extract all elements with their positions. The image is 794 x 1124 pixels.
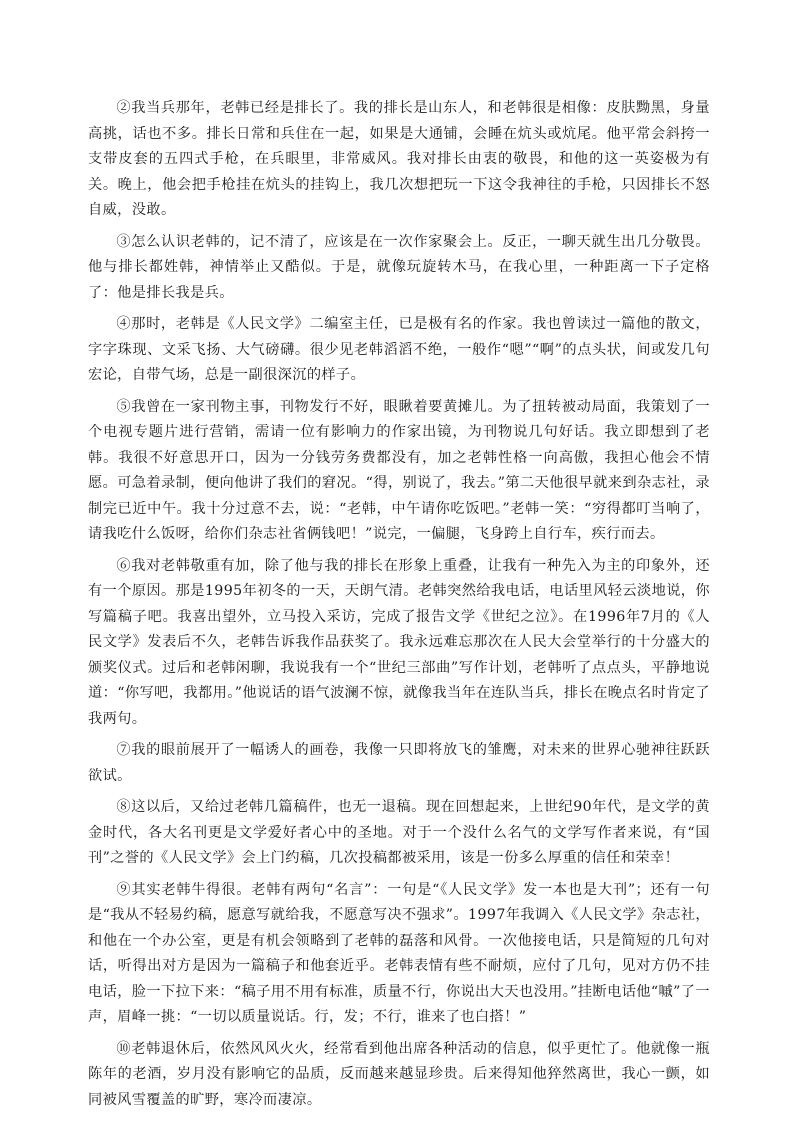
document-body bbox=[88, 96, 710, 1119]
paragraph-6: ⑥我对老韩敬重有加，除了他与我的排长在形象上重叠，让我有一种先入为主的印象外，还有一个原因。那是1995年初冬的一天，天朗气清。老韩突然给我电话，电话里风轻云淡地说，你写篇稿子吧。我喜出望外，立马投入采访，完成了报告文学《世纪之泣》。在1996年7月的《人民文学》发表后不久，老韩告诉我作品获奖了。我永远难忘那次在人民大会堂举行的十分盛大的颁奖仪式。过后和老韩闲聊，我说我有一个“世纪三部曲”写作计划，老韩听了点点头，平静地说道：“你写吧，我都用。”他说话的语气波澜不惊，就像我当年在连队当兵，排长在晚点名时肯定了我两句。 bbox=[88, 557, 710, 727]
paragraph-8: ⑧这以后，又给过老韩几篇稿件，也无一退稿。现在回想起来，上世纪90年代，是文学的黄金时代，各大名刊更是文学爱好者心中的圣地。对于一个没什么名气的文学写作者来说，有“国刊”之誉的《人民文学》会上门约稿，几次投稿都被采用，该是一份多么厚重的信任和荣幸！ bbox=[88, 799, 710, 866]
paragraph-7: ⑦我的眼前展开了一幅诱人的画卷，我像一只即将放飞的雏鹰，对未来的世界心驰神往跃跃欲试。 bbox=[88, 742, 710, 784]
paragraph-3: ③怎么认识老韩的，记不清了，应该是在一次作家聚会上。反正，一聊天就生出几分敬畏。他与排长都姓韩，神情举止又酷似。于是，就像玩旋转木马，在我心里，一种距离一下子定格了：他是排长我是兵。 bbox=[88, 233, 710, 301]
paragraph-2: ②我当兵那年，老韩已经是排长了。我的排长是山东人，和老韩很是相像：皮肤黝黑，身量高挑，话也不多。排长日常和兵住在一起，如果是大通铺，会睡在炕头或炕尾。他平常会斜挎一支带皮套的五四式手枪，在兵眼里，非常威风。我对排长由衷的敬畏，和他的这一英姿极为有关。晚上，他会把手枪挂在炕头的挂钩上，我几次想把玩一下这令我神往的手枪，只因排长不怒自威，没敢。 bbox=[88, 100, 710, 218]
paragraph-9: ⑨其实老韩牛得很。老韩有两句“名言”：一句是“《人民文学》发一本也是大刊”；还有一句是“我从不轻易约稿，愿意写就给我，不愿意写决不强求”。1997年我调入《人民文学》杂志社，和他在一个办公室，更是有机会领略到了老韩的磊落和风骨。一次他接电话，只是简短的几句对话，听得出对方是因为一篇稿子和他套近乎。老韩表情有些不耐烦，应付了几句，见对方仍不挂电话，脸一下拉下来：“稿子用不用有标准，质量不行，你说出大天也没用。”挂断电话他“嘁”了一声，眉峰一挑：“一切以质量说话。行，发；不行，谁来了也白搭！” bbox=[88, 881, 710, 1025]
paragraph-5: ⑤我曾在一家刊物主事，刊物发行不好，眼瞅着要黄摊儿。为了扭转被动局面，我策划了一个电视专题片进行营销，需请一位有影响力的作家出镜，为刊物说几句好话。我立即想到了老韩。我很不好意思开口，因为一分钱劳务费都没有，加之老韩性格一向高傲，我担心他会不情愿。可急着录制，便向他讲了我们的窘况。“得，别说了，我去。”第二天他很早就来到杂志社，录制完已近中午。我十分过意不去，说：“老韩，中午请你吃饭吧。”老韩一笑：“穷得都叮当响了，请我吃什么饭呀，给你们杂志社省俩钱吧！”说完，一偏腿，飞身跨上自行车，疾行而去。 bbox=[88, 398, 710, 542]
paragraph-4: ④那时，老韩是《人民文学》二编室主任，已是极有名的作家。我也曾读过一篇他的散文，字字珠现、文采飞扬、大气磅礴。很少见老韩滔滔不绝，一般作“嗯”“啊”的点头状，间或发几句宏论，自带气场，总是一副很深沉的样子。 bbox=[88, 316, 710, 383]
paragraph-10: ⑩老韩退休后，依然风风火火，经常看到他出席各种活动的信息，似乎更忙了。他就像一瓶陈年的老酒，岁月没有影响它的品质，反而越来越显珍贵。后来得知他猝然离世，我心一颤，如同被风雪覆盖的旷野，寒冷而凄凉。 bbox=[88, 1040, 710, 1108]
